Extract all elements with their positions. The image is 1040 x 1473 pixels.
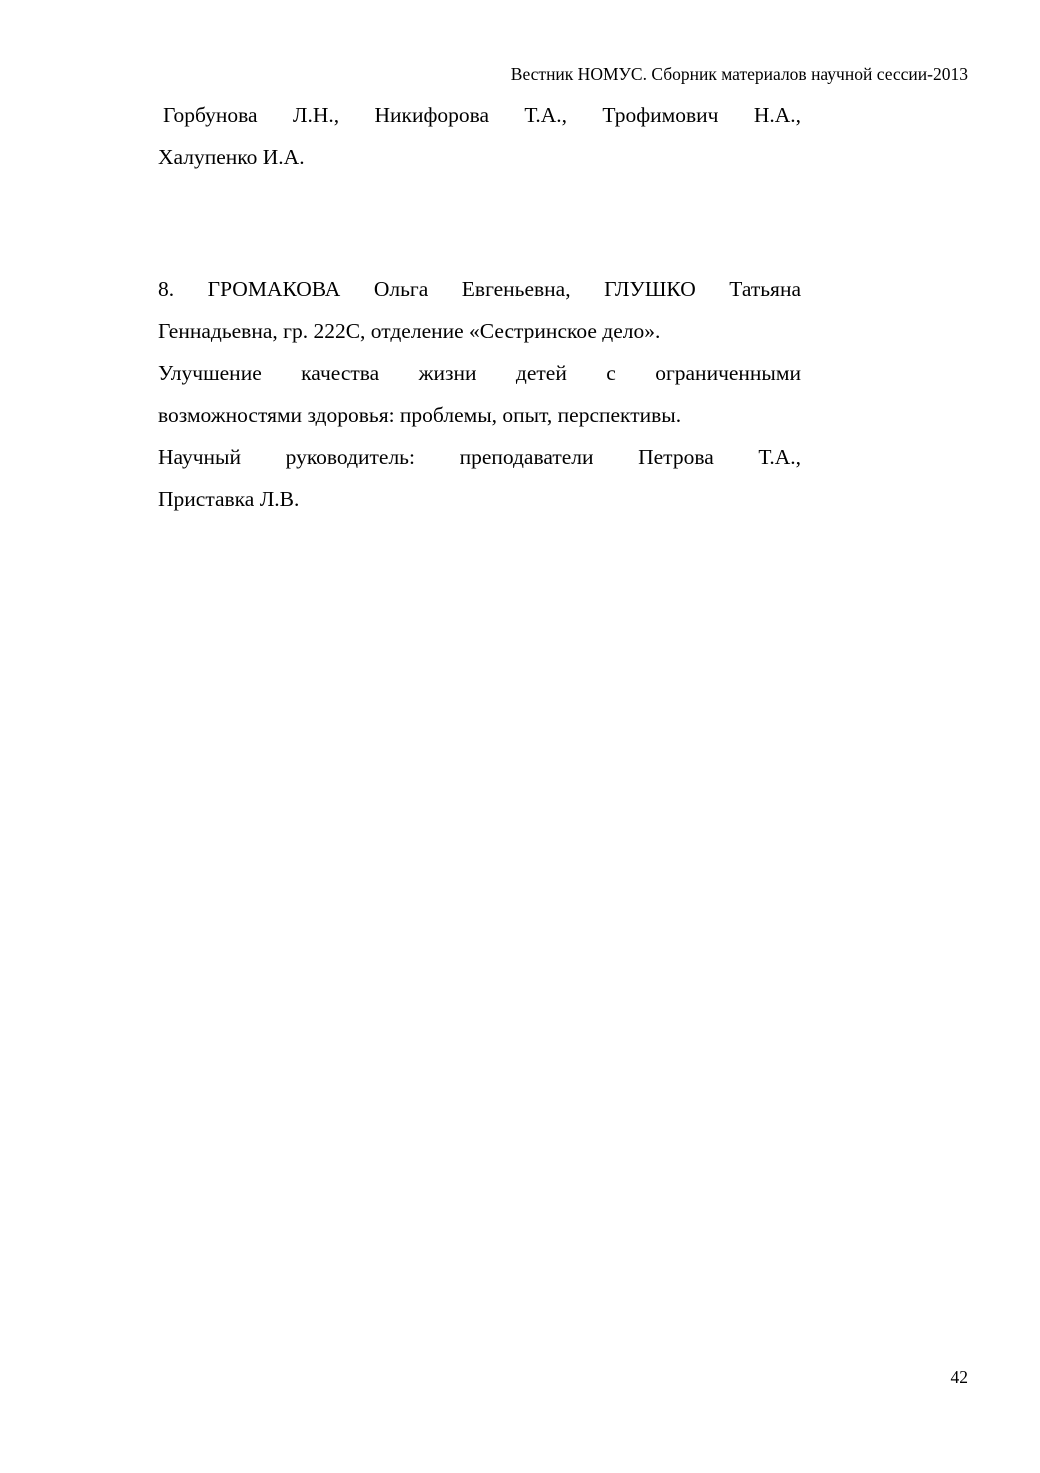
text-line: Горбунова Л.Н., Никифорова Т.А., Трофимович Н.А.,	[163, 103, 801, 127]
entry-authors-line: 8. ГРОМАКОВА Ольга Евгеньевна, ГЛУШКО Татьяна	[158, 277, 801, 301]
entry-title-line: Улучшение качества жизни детей с ограниченными	[158, 361, 801, 385]
supervisors-continuation	[158, 94, 801, 178]
entry-title-line: возможностями здоровья: проблемы, опыт, перспективы.	[158, 403, 682, 427]
entry-8	[158, 268, 801, 520]
text-line: Халупенко И.А.	[158, 145, 305, 169]
entry-group-line: Геннадьевна, гр. 222С, отделение «Сестринское дело».	[158, 319, 661, 343]
page-number: 42	[950, 1367, 968, 1387]
entry-supervisor-line: Научный руководитель: преподаватели Петрова Т.А.,	[158, 445, 801, 469]
running-header: Вестник НОМУС. Сборник материалов научной сессии-2013	[510, 64, 968, 84]
entry-supervisor-line: Приставка Л.В.	[158, 487, 300, 511]
